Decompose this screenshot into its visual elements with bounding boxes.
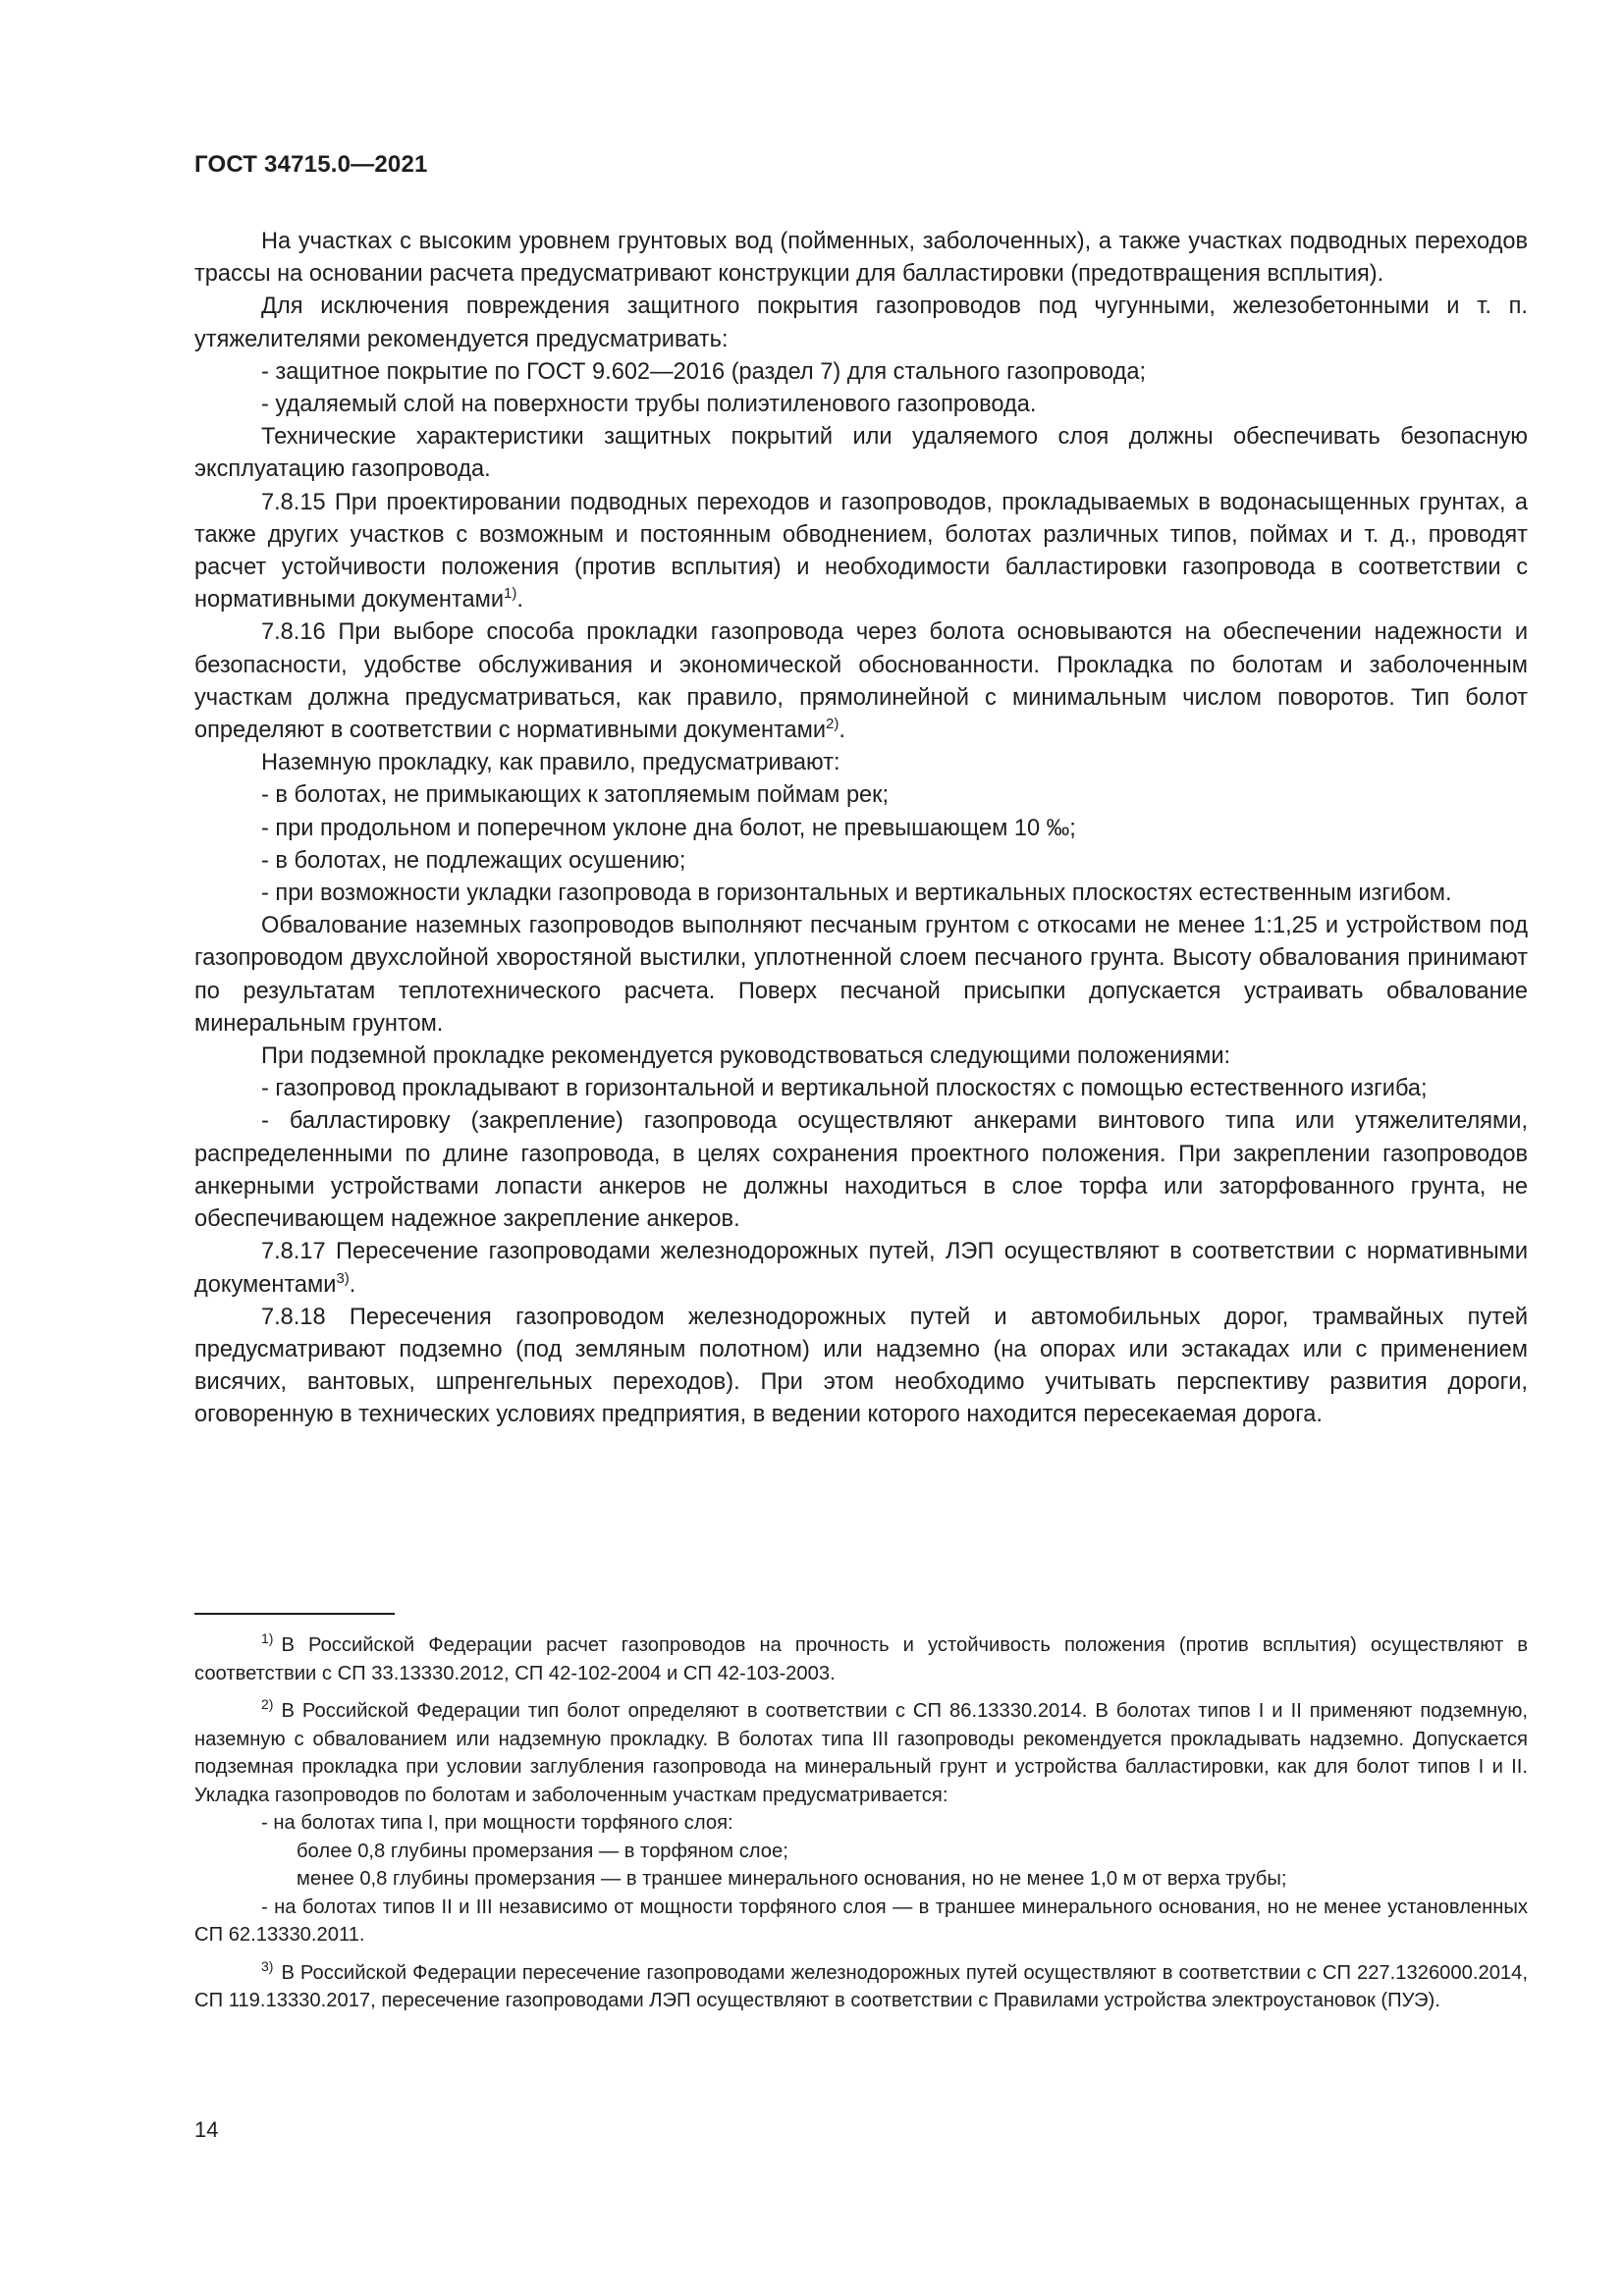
paragraph-tail: .	[349, 1271, 356, 1298]
body-paragraph	[194, 878, 1528, 910]
paragraph-text: - газопровод прокладывают в горизонтальной и вертикальной плоскостях с помощью естественного изгиба;	[261, 1076, 1428, 1102]
footnote	[194, 1959, 1528, 2015]
body-paragraph	[194, 421, 1528, 486]
page-number: 14	[194, 2117, 219, 2142]
footnote-reference[interactable]: 1)	[504, 585, 517, 603]
footnote-line	[194, 1894, 1528, 1949]
paragraph-text: При подземной прокладке рекомендуется руководствоваться следующими положениями:	[261, 1043, 1231, 1070]
footnote-line	[194, 1631, 1528, 1687]
footnote-text: менее 0,8 глубины промерзания — в траншее минерального основания, но не менее 1,0 м от верха трубы;	[297, 1868, 1287, 1890]
paragraph-text: - при возможности укладки газопровода в горизонтальных и вертикальных плоскостях естественным изгибом.	[261, 881, 1452, 907]
footnote-line	[194, 1838, 1528, 1866]
footnote-mark: 3)	[261, 1957, 274, 1974]
body-paragraph	[194, 1302, 1528, 1432]
footnote-text: В Российской Федерации расчет газопроводов на прочность и устойчивость положения (против всплытия) осуществляют в соответствии с СП 33.13330.2012, СП 42-102-2004 и СП 42-103-2003.	[194, 1634, 1528, 1684]
footnotes	[194, 1631, 1528, 2025]
footnote-text: более 0,8 глубины промерзания — в торфяном слое;	[297, 1840, 788, 1862]
footnote	[194, 1631, 1528, 1687]
footnote-mark: 2)	[261, 1696, 274, 1712]
body-paragraph	[194, 226, 1528, 291]
paragraph-text: Технические характеристики защитных покрытий или удаляемого слоя должны обеспечивать безопасную эксплуатацию газопровода.	[194, 424, 1528, 483]
paragraph-text: - удаляемый слой на поверхности трубы полиэтиленового газопровода.	[261, 392, 1037, 418]
paragraph-text: 7.8.18 Пересечения газопроводом железнодорожных путей и автомобильных дорог, трамвайных путей предусматривают подземно (под земляным полотном) или надземно (на опорах или эстакадах или с применением висячих, вантовых, шпренгельных переходов). При этом необходимо учитывать перспективу развития дороги, оговоренную в технических условиях предприятия, в ведении которого находится пересекаемая дорога.	[194, 1304, 1528, 1428]
paragraph-text: Обвалование наземных газопроводов выполняют песчаным грунтом с откосами не менее 1:1,25 и устройством под газопроводом двухслойной хворостяной выстилки, уплотненной слоем песчаного грунта. Высоту обвалования принимают по результатам теплотехнического расчета. Поверх песчаной присыпки допускается устраивать обвалование минеральным грунтом.	[194, 913, 1528, 1037]
paragraph-tail: .	[516, 587, 523, 614]
paragraph-text: 7.8.16 При выборе способа прокладки газопровода через болота основываются на обеспечении надежности и безопасности, удобстве обслуживания и экономической обоснованности. Прокладка по болотам и заболоченным участкам должна предусматриваться, как правило, прямолинейной с минимальным числом поворотов. Тип болот определяют в соответствии с нормативными документами	[194, 619, 1528, 744]
footnote-text: - на болотах типа I, при мощности торфяного слоя:	[261, 1812, 733, 1834]
body-paragraph	[194, 1073, 1528, 1105]
standard-header: ГОСТ 34715.0—2021	[194, 151, 428, 178]
footnote-mark: 1)	[261, 1630, 274, 1646]
body-paragraph	[194, 779, 1528, 812]
footnote-text: В Российской Федерации тип болот определяют в соответствии с СП 86.13330.2014. В болотах типов I и II применяют подземную, наземную с обвалованием или надземную прокладку. В болотах типа III газопроводы рекомендуется прокладывать надземно. Допускается подземная прокладка при условии заглубления газопровода на минеральный грунт и устройства балластировки, как для болот типов I и II. Укладка газопроводов по болотам и заболоченным участкам предусматривается:	[194, 1700, 1528, 1806]
paragraph-text: Наземную прокладку, как правило, предусматривают:	[261, 750, 840, 776]
paragraph-text: - в болотах, не примыкающих к затопляемым поймам рек;	[261, 782, 890, 809]
footnote-reference[interactable]: 2)	[826, 716, 839, 733]
paragraph-text: 7.8.15 При проектировании подводных переходов и газопроводов, прокладываемых в водонасыщенных грунтах, а также других участков с возможным и постоянным обводнением, болотах различных типов, поймах и т. д., проводят расчет устойчивости положения (против всплытия) и необходимости балластировки газопровода в соответствии с нормативными документами	[194, 489, 1528, 614]
body-paragraph	[194, 356, 1528, 389]
footnote-line	[194, 1959, 1528, 2015]
footnote	[194, 1697, 1528, 1949]
footnote-line	[194, 1809, 1528, 1838]
body-paragraph	[194, 1105, 1528, 1236]
body-paragraph	[194, 616, 1528, 747]
body-paragraph	[194, 1236, 1528, 1301]
body-paragraph	[194, 747, 1528, 779]
footnote-reference[interactable]: 3)	[336, 1269, 350, 1287]
body-paragraph	[194, 910, 1528, 1041]
body-text	[194, 226, 1528, 1432]
paragraph-text: - балластировку (закрепление) газопровода осуществляют анкерами винтового типа или утяжелителями, распределенными по длине газопровода, в целях сохранения проектного положения. При закреплении газопроводов анкерными устройствами лопасти анкеров не должны находиться в слое торфа или заторфованного грунта, не обеспечивающем надежное закрепление анкеров.	[194, 1108, 1528, 1233]
paragraph-text: На участках с высоким уровнем грунтовых вод (пойменных, заболоченных), а также участках подводных переходов трассы на основании расчета предусматривают конструкции для балластировки (предотвращения всплытия).	[194, 229, 1528, 288]
footnote-line	[194, 1865, 1528, 1894]
paragraph-text: 7.8.17 Пересечение газопроводами железнодорожных путей, ЛЭП осуществляют в соответствии с нормативными документами	[194, 1239, 1528, 1298]
footnote-text: В Российской Федерации пересечение газопроводами железнодорожных путей осуществляют в соответствии с СП 227.1326000.2014, СП 119.13330.2017, пересечение газопроводами ЛЭП осуществляют в соответствии с Правилами устройства электроустановок (ПУЭ).	[194, 1961, 1528, 2011]
paragraph-text: - в болотах, не подлежащих осушению;	[261, 847, 686, 874]
body-paragraph	[194, 487, 1528, 617]
body-paragraph	[194, 813, 1528, 845]
body-paragraph	[194, 291, 1528, 355]
paragraph-text: - защитное покрытие по ГОСТ 9.602—2016 (раздел 7) для стального газопровода;	[261, 358, 1147, 385]
paragraph-tail: .	[839, 718, 845, 744]
body-paragraph	[194, 389, 1528, 421]
paragraph-text: - при продольном и поперечном уклоне дна болот, не превышающем 10 ‰;	[261, 815, 1076, 841]
paragraph-text: Для исключения повреждения защитного покрытия газопроводов под чугунными, железобетонными и т. п. утяжелителями рекомендуется предусматривать:	[194, 294, 1528, 352]
footnote-separator	[194, 1613, 395, 1615]
footnote-text: - на болотах типов II и III независимо от мощности торфяного слоя — в траншее минерального основания, но не менее установленных СП 62.13330.2011.	[194, 1896, 1528, 1946]
body-paragraph	[194, 1041, 1528, 1073]
footnote-line	[194, 1697, 1528, 1809]
body-paragraph	[194, 845, 1528, 878]
